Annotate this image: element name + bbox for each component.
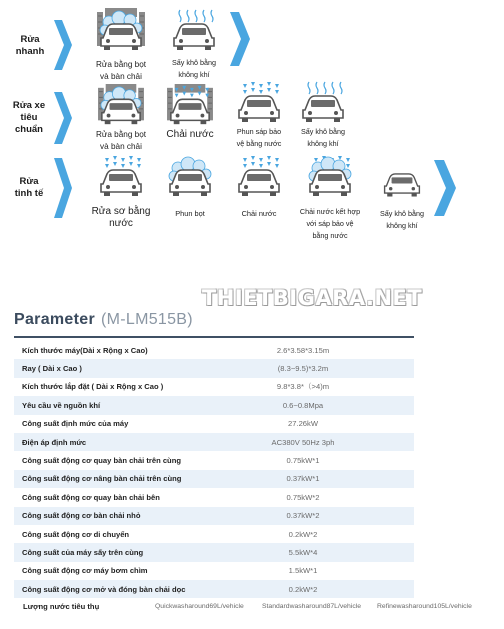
table-row — [14, 415, 414, 433]
row-value: 1.5kW*1 — [288, 566, 318, 576]
step-pre-rinse: Rửa sơ bằng nước — [80, 154, 162, 230]
chevron-arrow-icon — [228, 12, 250, 66]
quick-wash-water: Quickwasharound69L/vehicle — [155, 603, 244, 610]
row-label: Công suất định mức của máy — [22, 419, 129, 429]
row-value: 0.75kW*2 — [286, 492, 320, 502]
program-label-refined: Rửa tinh tế — [14, 176, 44, 199]
row-value: 0.2kW*2 — [288, 584, 318, 594]
table-row — [14, 580, 414, 598]
step-wax-spray: Phun sáp bảo vệ bằng nước — [226, 80, 292, 150]
table-row — [14, 507, 414, 525]
brush-wash-icon — [95, 8, 147, 54]
row-value: 9.8*3.8*（>4)m — [276, 382, 330, 392]
row-value: 0.37kW*1 — [286, 474, 320, 484]
row-value: 5.5kW*4 — [288, 547, 318, 557]
foam-spray-icon — [164, 154, 216, 200]
row-label: Công suất động cơ mở và đóng bàn chải dọc — [22, 584, 186, 594]
table-row — [14, 359, 414, 377]
water-brush-icon — [233, 154, 285, 200]
wax-spray-icon — [233, 80, 285, 126]
chevron-arrow-icon — [52, 92, 72, 144]
parameter-model: (M-LM515B) — [100, 311, 193, 328]
table-row — [14, 470, 414, 488]
table-row — [14, 525, 414, 543]
row-label: Công suất động cơ quay bàn chải trên cùng — [22, 456, 181, 466]
row-value: 0.2kW*2 — [288, 529, 318, 539]
chevron-arrow-icon — [52, 20, 72, 70]
air-dry-icon — [376, 160, 428, 200]
table-row — [14, 341, 414, 359]
step-wax-brush: Chải nước kết hợp với sáp bảo vệ bằng nước — [288, 154, 372, 242]
air-dry-icon — [297, 80, 349, 126]
table-row — [14, 562, 414, 580]
water-brush-icon — [164, 84, 216, 128]
table-row — [14, 451, 414, 469]
wax-brush-icon — [304, 154, 356, 200]
table-row — [14, 396, 414, 414]
row-value: (8.3~9.5)*3.2m — [277, 364, 329, 374]
table-row — [14, 433, 414, 451]
row-value: 27.26kW — [288, 419, 318, 429]
row-label: Công suất động cơ nâng bàn chải trên cùng — [22, 474, 182, 484]
table-row — [14, 378, 414, 396]
row-value: 0.75kW*1 — [286, 456, 320, 466]
program-label-quick: Rửa nhanh — [15, 34, 45, 57]
row-value: 2.6*3.58*3.15m — [276, 345, 330, 355]
row-label: Lượng nước tiêu thụ — [23, 602, 100, 611]
air-dry-icon — [168, 8, 220, 54]
table-row — [14, 543, 414, 561]
program-label-standard: Rửa xe tiêu chuẩn — [12, 100, 46, 135]
parameter-title-text: Parameter — [14, 311, 95, 328]
row-label: Kích thước lắp đặt ( Dài x Rộng x Cao ) — [22, 382, 164, 392]
row-value: AC380V 50Hz 3ph — [271, 437, 335, 447]
row-label: Công suất động cơ máy bơm chìm — [22, 566, 148, 576]
row-label: Công suất động cơ di chuyển — [22, 529, 130, 539]
step-brush-wash: Rửa bằng bọt và bàn chải — [82, 84, 160, 153]
table-row — [14, 488, 414, 506]
step-water-brush: Chải nước — [230, 154, 288, 220]
step-water-brush: Chải nước — [156, 84, 224, 141]
parameter-table — [14, 341, 414, 598]
standard-wash-water: Standardwasharound87L/vehicle — [262, 603, 362, 610]
refine-wash-water: Refinewasharound105L/vehicle — [377, 603, 472, 610]
step-air-dry: Sấy khô bằng không khí — [370, 160, 434, 232]
row-label: Điện áp định mức — [22, 437, 87, 447]
row-label: Công suất động cơ bàn chải nhỏ — [22, 511, 141, 521]
step-air-dry: Sấy khô bằng không khí — [160, 8, 228, 81]
row-label: Ray ( Dài x Cao ) — [22, 364, 82, 374]
chevron-arrow-icon — [52, 158, 72, 218]
water-consumption-row — [14, 598, 504, 616]
brush-wash-icon — [95, 84, 147, 128]
row-label: Yêu cầu về nguồn khí — [22, 400, 101, 410]
row-label: Công suất động cơ quay bàn chải bên — [22, 492, 160, 502]
parameter-title — [14, 311, 193, 329]
header-divider — [14, 336, 414, 338]
step-air-dry: Sấy khô bằng không khí — [292, 80, 354, 150]
row-label: Kích thước máy(Dài x Rộng x Cao) — [22, 345, 148, 355]
step-brush-wash: Rửa bằng bọt và bàn chải — [82, 8, 160, 83]
row-value: 0.37kW*2 — [286, 511, 320, 521]
row-value: 0.6~0.8Mpa — [282, 400, 324, 410]
chevron-arrow-icon — [432, 160, 456, 216]
watermark: THIETBIGARA.NET — [202, 286, 423, 310]
row-label: Công suất của máy sấy trên cùng — [22, 547, 144, 557]
step-foam-spray: Phun bọt — [162, 154, 218, 220]
pre-rinse-icon — [95, 154, 147, 200]
